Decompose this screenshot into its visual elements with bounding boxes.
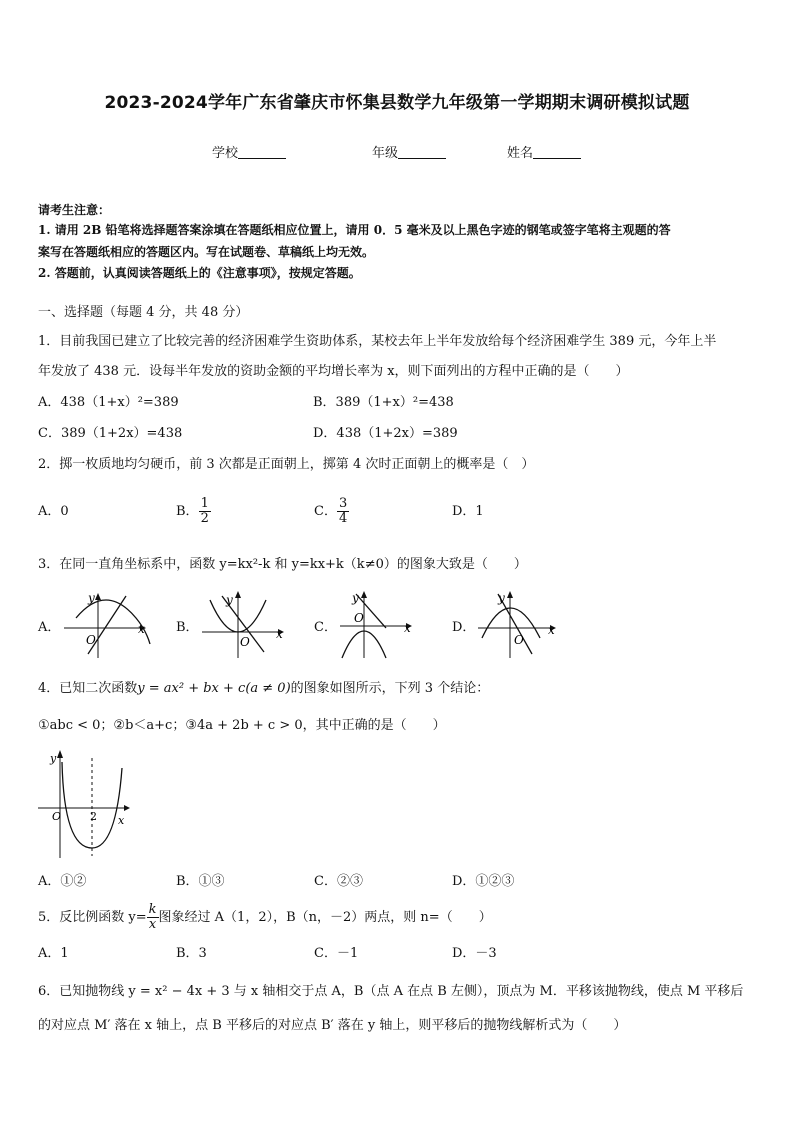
fraction-numerator: 3 xyxy=(338,496,348,511)
q1-line-1: 1．目前我国已建立了比较完善的经济困难学生资助体系，某校去年上半年发放给每个经济困难学生 389 元，今年上半 xyxy=(38,334,717,349)
axis-y-label: y xyxy=(498,591,505,605)
q4-option-b: B．①③ xyxy=(176,874,225,889)
q2-option-b-fraction xyxy=(199,497,211,526)
q2-option-c-fraction xyxy=(337,497,349,526)
q5-fraction xyxy=(147,903,159,932)
q5-option-d: D．－3 xyxy=(452,946,497,961)
origin-label: O xyxy=(514,633,524,647)
grade-label: 年级 xyxy=(372,146,399,161)
q1-option-d: D．438（1+2x）=389 xyxy=(313,426,458,441)
q4-stem xyxy=(38,679,489,699)
school-field xyxy=(212,142,286,161)
q1-line-2: 年发放了 438 元．设每半年发放的资助金额的平均增长率为 x，则下面列出的方程中正确的是（ ） xyxy=(38,364,629,379)
q5-option-a: A．1 xyxy=(38,946,69,961)
q3-graph-d xyxy=(474,588,569,660)
axis-y-label: y xyxy=(352,591,359,605)
grade-field xyxy=(372,142,446,161)
q3-stem: 3．在同一直角坐标系中，函数 y=kx²-k 和 y=kx+k（k≠0）的图象大致是（ ） xyxy=(38,557,527,572)
q4-graph-y-label: y xyxy=(50,752,57,765)
name-blank xyxy=(533,146,581,159)
q4-option-c: C．②③ xyxy=(314,874,363,889)
origin-label: O xyxy=(240,635,250,649)
origin-label: O xyxy=(86,633,96,647)
q4-graph xyxy=(36,748,136,860)
q1-option-b: B．389（1+x）²=438 xyxy=(313,395,454,410)
fraction-numerator: k xyxy=(148,902,157,917)
origin-label: O xyxy=(354,611,364,625)
q4-conclusions: ①abc < 0；②b＜a+c；③4a + 2b + c > 0，其中正确的是（ ） xyxy=(38,718,446,733)
q2-option-b xyxy=(176,494,211,530)
q5-stem xyxy=(38,900,492,936)
q1-option-a: A．438（1+x）²=389 xyxy=(38,395,179,410)
grade-blank xyxy=(398,146,446,159)
notice-heading: 请考生注意： xyxy=(38,203,111,217)
notice-line-1a: 1. 请用 2B 铅笔将选择题答案涂填在答题纸相应位置上，请用 0．5 毫米及以上黑色字迹的钢笔或签字笔将主观题的答 xyxy=(38,223,671,237)
q2-stem: 2．掷一枚质地均匀硬币，前 3 次都是正面朝上，掷第 4 次时正面朝上的概率是（ ） xyxy=(38,457,535,472)
fraction-denominator: x xyxy=(147,917,159,932)
q5-stem-pre: 5．反比例函数 y= xyxy=(38,910,147,925)
axis-x-label: x xyxy=(138,622,145,636)
axis-x-label: x xyxy=(276,627,283,641)
q6-line-2: 的对应点 M′ 落在 x 轴上，点 B 平移后的对应点 B′ 落在 y 轴上，则平移后的抛物线解析式为（ ） xyxy=(38,1018,627,1033)
q4-graph-x-label: x xyxy=(118,814,125,827)
q3-graph-a xyxy=(60,588,155,660)
axis-x-label: x xyxy=(548,623,555,637)
q2-option-b-label: B． xyxy=(176,504,199,519)
fraction-numerator: 1 xyxy=(200,496,209,511)
name-field xyxy=(507,142,581,161)
q6-line-1: 6．已知抛物线 y = x² − 4x + 3 与 x 轴相交于点 A，B（点 A 在点 B 左侧），顶点为 M．平移该抛物线，使点 M 平移后 xyxy=(38,984,744,999)
q1-option-c: C．389（1+2x）=438 xyxy=(38,426,183,441)
q4-graph-tick-2: 2 xyxy=(90,810,97,823)
q3-option-d-label: D． xyxy=(452,620,476,635)
q2-option-d: D．1 xyxy=(452,504,484,519)
q4-stem-pre: 4．已知二次函数 xyxy=(38,681,138,696)
notice-line-2: 2. 答题前，认真阅读答题纸上的《注意事项》，按规定答题。 xyxy=(38,266,361,280)
axis-y-label: y xyxy=(226,593,233,607)
fraction-denominator: 2 xyxy=(200,511,209,526)
q2-option-c-label: C． xyxy=(314,504,337,519)
school-label: 学校 xyxy=(212,146,239,161)
q3-graph-c xyxy=(336,588,431,660)
q3-option-c-label: C． xyxy=(314,620,337,635)
fraction-denominator: 4 xyxy=(338,511,348,526)
section-heading: 一、选择题（每题 4 分，共 48 分） xyxy=(38,305,249,320)
q3-graph-b xyxy=(198,588,293,660)
q4-stem-formula: y = ax² + bx + c(a ≠ 0) xyxy=(137,681,291,696)
q2-option-a: A．0 xyxy=(38,504,69,519)
q4-graph-origin-label: O xyxy=(52,810,62,823)
name-label: 姓名 xyxy=(507,146,534,161)
q3-option-a-label: A． xyxy=(38,620,61,635)
axis-x-label: x xyxy=(404,621,411,635)
q3-option-b-label: B． xyxy=(176,620,199,635)
q5-option-c: C．－1 xyxy=(314,946,359,961)
q5-option-b: B．3 xyxy=(176,946,207,961)
exam-title: 2023-2024学年广东省肇庆市怀集县数学九年级第一学期期末调研模拟试题 xyxy=(104,93,690,113)
q4-option-d: D．①②③ xyxy=(452,874,515,889)
q4-option-a: A．①② xyxy=(38,874,87,889)
axis-y-label: y xyxy=(88,591,95,605)
notice-line-1b: 案写在答题纸相应的答题区内。写在试题卷、草稿纸上均无效。 xyxy=(38,245,375,259)
q4-stem-post: 的图象如图所示，下列 3 个结论： xyxy=(290,681,490,696)
q5-stem-post: 图象经过 A（1，2），B（n，－2）两点，则 n=（ ） xyxy=(158,910,492,925)
school-blank xyxy=(238,146,286,159)
q2-option-c xyxy=(314,494,349,530)
